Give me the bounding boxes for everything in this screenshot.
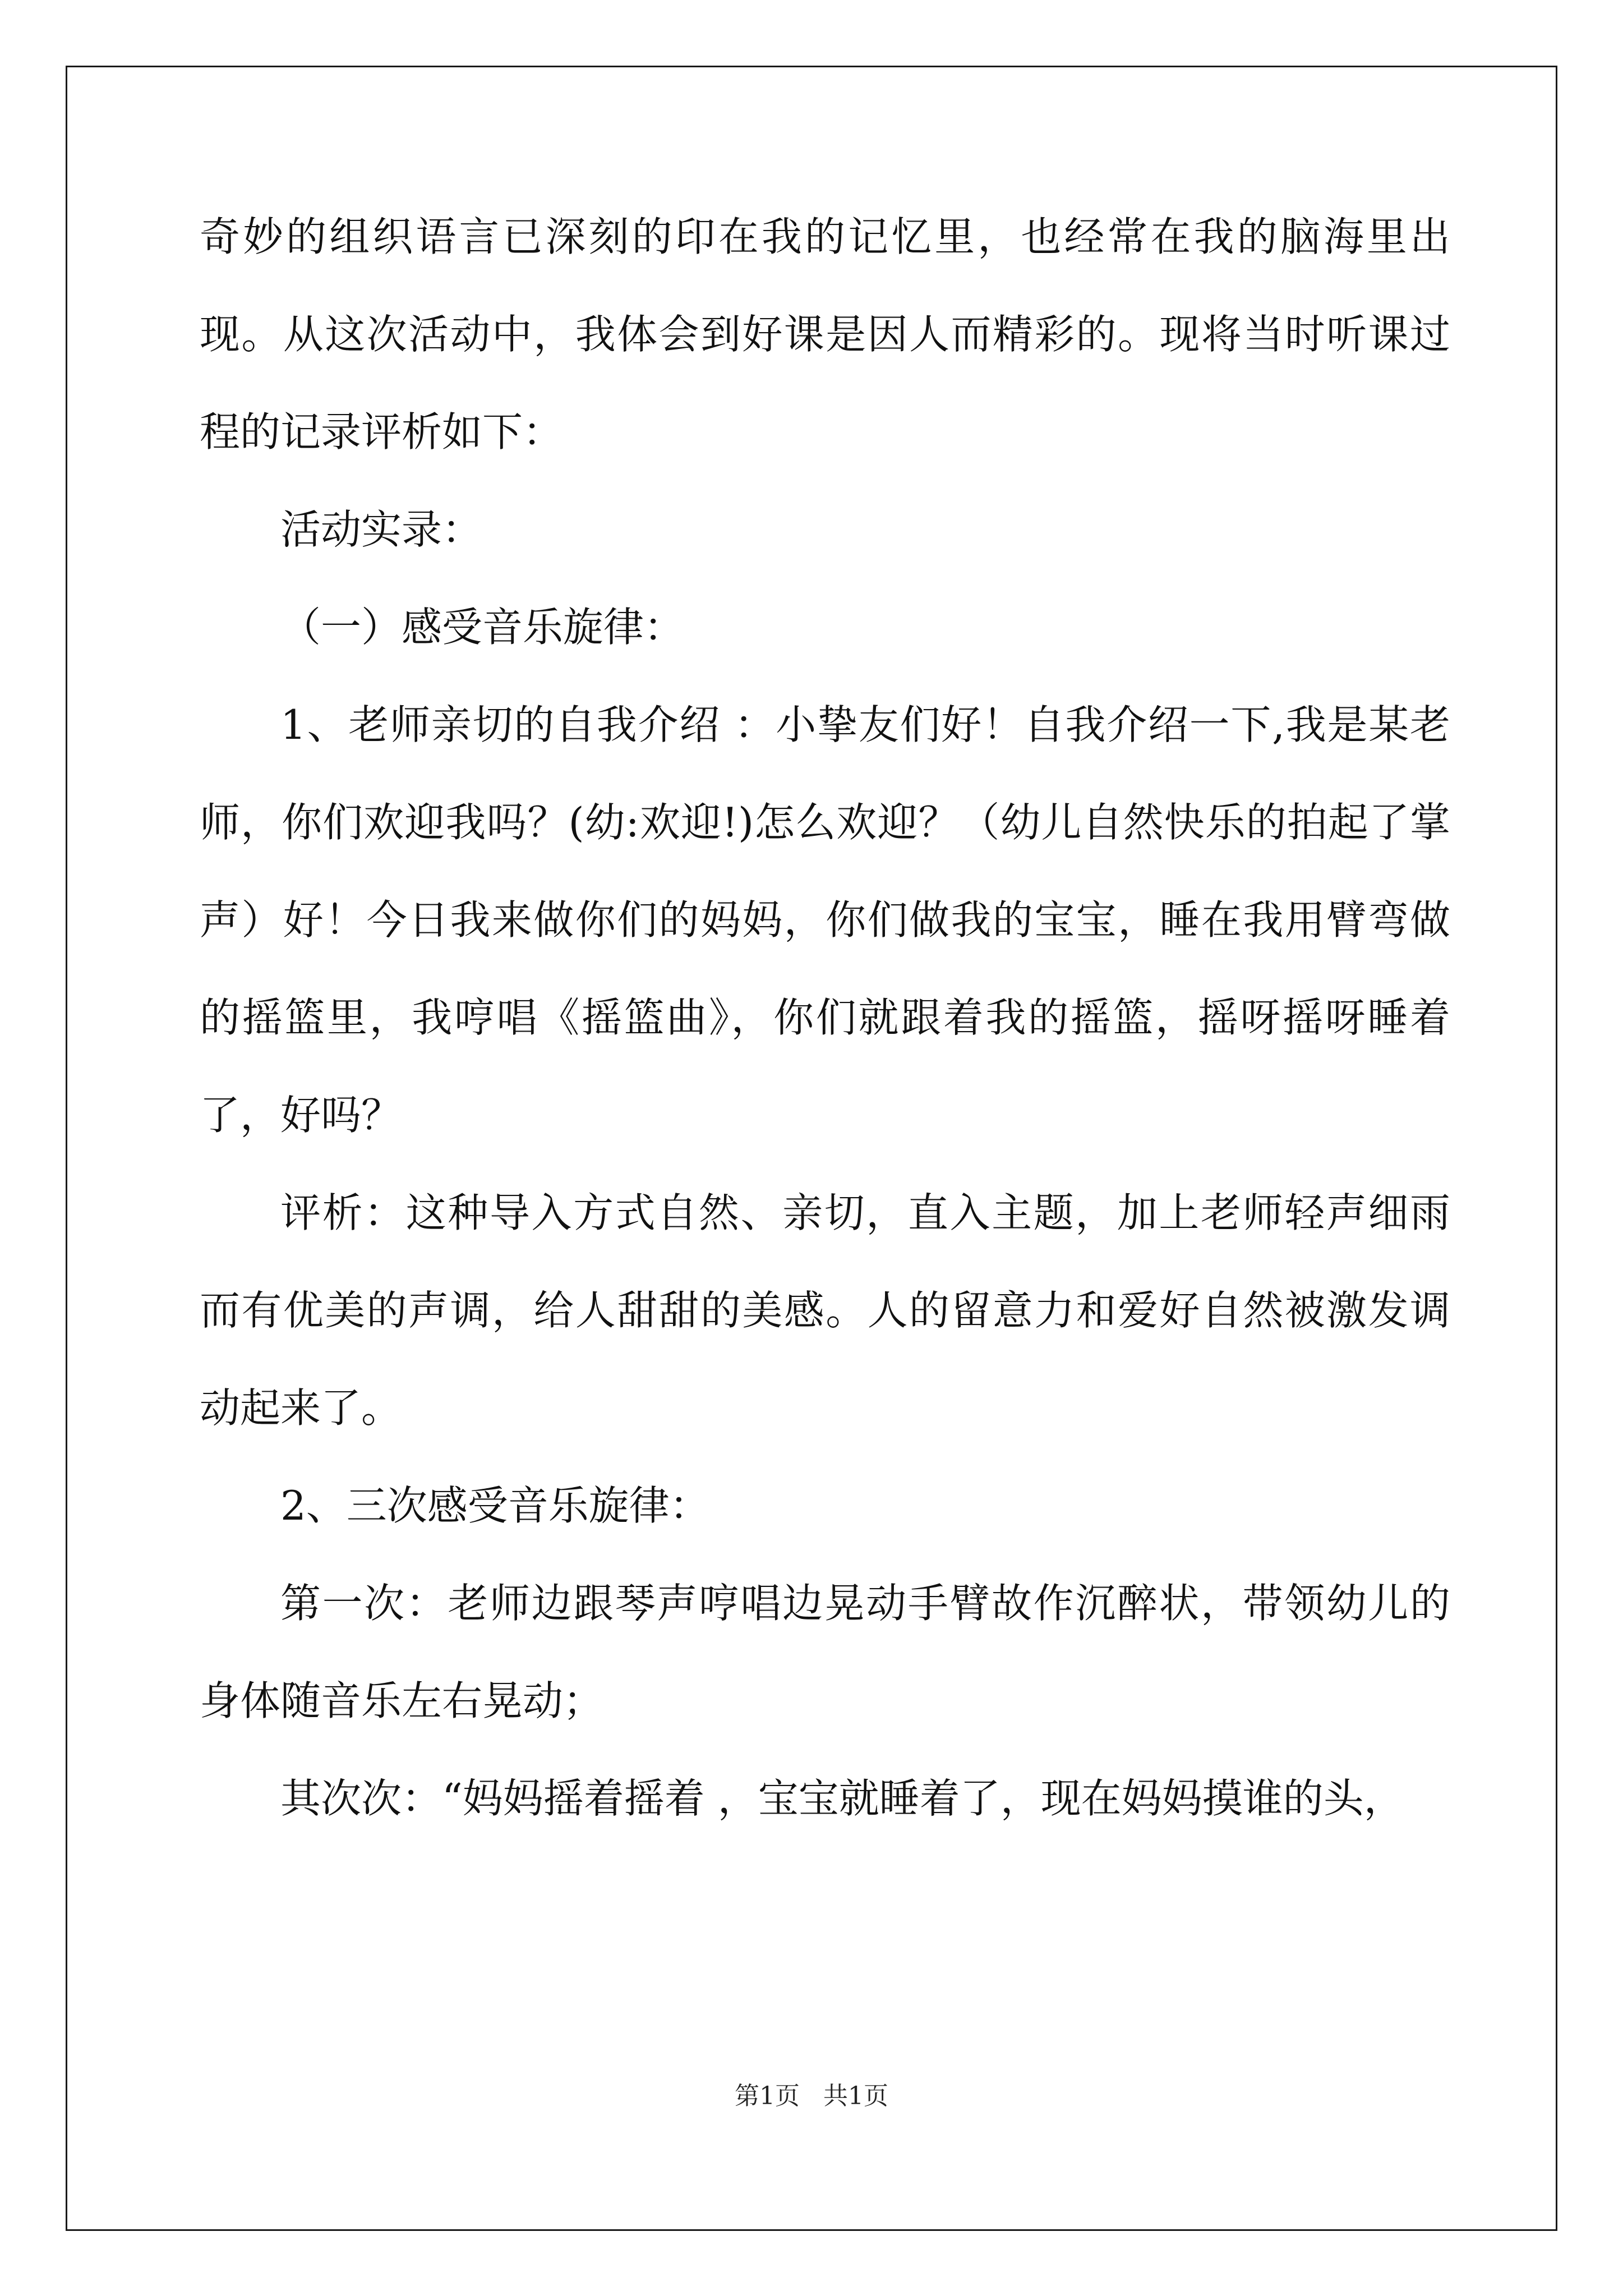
document-body — [200, 188, 1450, 1847]
page-footer: 第1页 共1页 — [735, 2082, 888, 2110]
paragraph-analysis: 评析：这种导入方式自然、亲切，直入主题，加上老师轻声细雨而有优美的声调，给人甜甜的美感。人的留意力和爱好自然被激发调动起来了。 — [200, 1189, 1450, 1432]
paragraph-three-times-heading: 2、三次感受音乐旋律： — [280, 1482, 710, 1529]
paragraph-intro: 奇妙的组织语言已深刻的印在我的记忆里，也经常在我的脑海里出现。从这次活动中，我体会到好课是因人而精彩的。现将当时听课过程的记录评析如下： — [200, 213, 1450, 455]
paragraph-activity-record-heading: 活动实录： — [280, 506, 483, 553]
paragraph-section-one-heading: （一）感受音乐旋律： — [280, 604, 685, 651]
paragraph-first-time: 第一次：老师边跟琴声哼唱边晃动手臂故作沉醉状，带领幼儿的身体随音乐左右晃动； — [200, 1580, 1450, 1724]
paragraph-second-time: 其次次：“妈妈摇着摇着 ，宝宝就睡着了，现在妈妈摸谁的头， — [280, 1775, 1404, 1822]
paragraph-teacher-introduction: 1、老师亲切的自我介绍 ：小挚友们好！自我介绍一下,我是某老师，你们欢迎我吗？(幼:欢迎!)怎么欢迎？（幼儿自然快乐的拍起了掌声）好！今日我来做你们的妈妈，你们做我的宝宝，睡在我用臂弯做的摇篮里，我哼唱《摇篮曲》，你们就跟着我的摇篮，摇呀摇呀睡着了，好吗？ — [200, 701, 1450, 1139]
